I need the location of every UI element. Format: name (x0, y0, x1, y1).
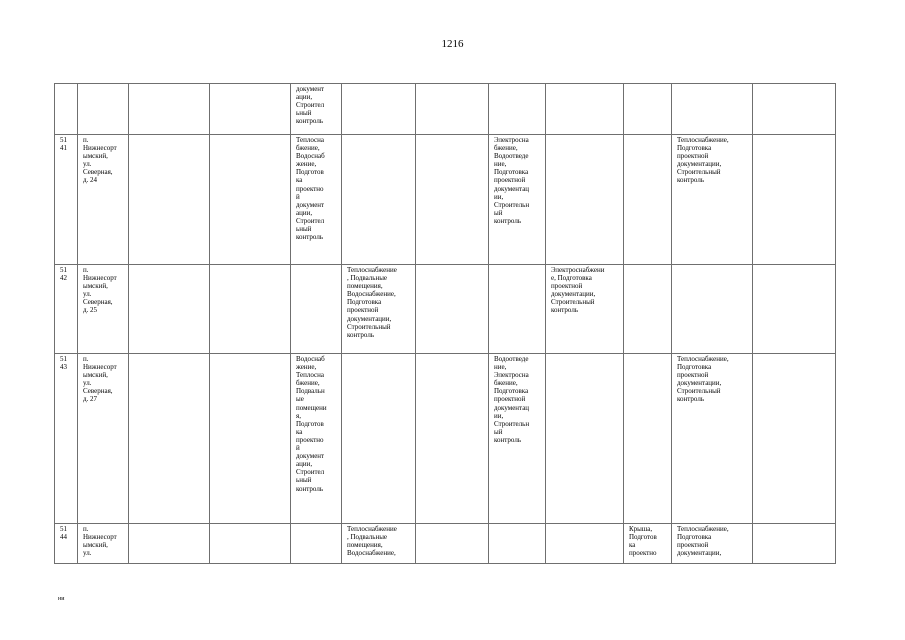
table-cell (624, 265, 672, 354)
table-cell (210, 84, 291, 135)
table-cell: Электроснабжени е, Подготовка проектной документации, Строительный контроль (546, 265, 624, 354)
table-cell (416, 524, 489, 564)
table-cell (546, 354, 624, 524)
table-cell (416, 84, 489, 135)
table-cell (129, 265, 210, 354)
table-cell (342, 135, 416, 265)
row-number-cell: 51 42 (55, 265, 78, 354)
works-schedule-table (54, 83, 836, 564)
address-cell: п. Нижнесорт ымский, ул. Северная, д. 25 (78, 265, 129, 354)
table-cell (210, 135, 291, 265)
table-cell (416, 354, 489, 524)
table-cell (416, 265, 489, 354)
table-cell (129, 524, 210, 564)
table-cell: Водоотведе ние, Электросна бжение, Подготовка проектной документац ии, Строительн ый контроль (489, 354, 546, 524)
table-cell (291, 524, 342, 564)
table-cell (672, 84, 753, 135)
address-cell: п. Нижнесорт ымский, ул. Северная, д. 27 (78, 354, 129, 524)
table-cell (753, 265, 836, 354)
table-row (55, 84, 836, 135)
table-cell: Теплоснабжение, Подготовка проектной документации, Строительный контроль (672, 135, 753, 265)
footer-mark: ни (58, 596, 65, 602)
address-cell (78, 84, 129, 135)
table-cell (291, 265, 342, 354)
table-row (55, 265, 836, 354)
table-cell (416, 135, 489, 265)
table-cell: документ ации, Строител ьный контроль (291, 84, 342, 135)
row-number-cell: 51 44 (55, 524, 78, 564)
table-cell (546, 84, 624, 135)
table-row (55, 354, 836, 524)
table-cell (624, 84, 672, 135)
table-cell (489, 84, 546, 135)
table-cell (672, 265, 753, 354)
row-number-cell: 51 41 (55, 135, 78, 265)
table-cell (342, 84, 416, 135)
table-cell (489, 265, 546, 354)
table-cell (210, 354, 291, 524)
table-cell (624, 135, 672, 265)
table-cell (753, 135, 836, 265)
table-cell (624, 354, 672, 524)
table-cell (210, 265, 291, 354)
table-cell: Теплоснабжение , Подвальные помещения, Водоснабжение, Подготовка проектной документации, Строительный контроль (342, 265, 416, 354)
table-cell: Теплоснабжение , Подвальные помещения, Водоснабжение, (342, 524, 416, 564)
table-cell: Теплосна бжение, Водоснаб жение, Подготов ка проектно й документ ации, Строител ьный контроль (291, 135, 342, 265)
table-cell (753, 524, 836, 564)
table-cell (129, 84, 210, 135)
table-cell (129, 354, 210, 524)
table-cell (489, 524, 546, 564)
row-number-cell (55, 84, 78, 135)
page-number: 1216 (441, 38, 464, 50)
address-cell: п. Нижнесорт ымский, ул. (78, 524, 129, 564)
table-cell: Крыша, Подготов ка проектно (624, 524, 672, 564)
table-cell (210, 524, 291, 564)
table-cell: Электросна бжение, Водоотведе ние, Подготовка проектной документац ии, Строительн ый контроль (489, 135, 546, 265)
table-cell (753, 84, 836, 135)
table-cell (342, 354, 416, 524)
address-cell: п. Нижнесорт ымский, ул. Северная, д. 24 (78, 135, 129, 265)
table-row (55, 524, 836, 564)
row-number-cell: 51 43 (55, 354, 78, 524)
table-cell: Водоснаб жение, Теплосна бжение, Подвальн ые помещени я, Подготов ка проектно й документ ации, Строител ьный контроль (291, 354, 342, 524)
table-cell: Теплоснабжение, Подготовка проектной документации, (672, 524, 753, 564)
table-cell: Теплоснабжение, Подготовка проектной документации, Строительный контроль (672, 354, 753, 524)
table-cell (753, 354, 836, 524)
table-row (55, 135, 836, 265)
table-cell (129, 135, 210, 265)
table-cell (546, 524, 624, 564)
table-cell (546, 135, 624, 265)
